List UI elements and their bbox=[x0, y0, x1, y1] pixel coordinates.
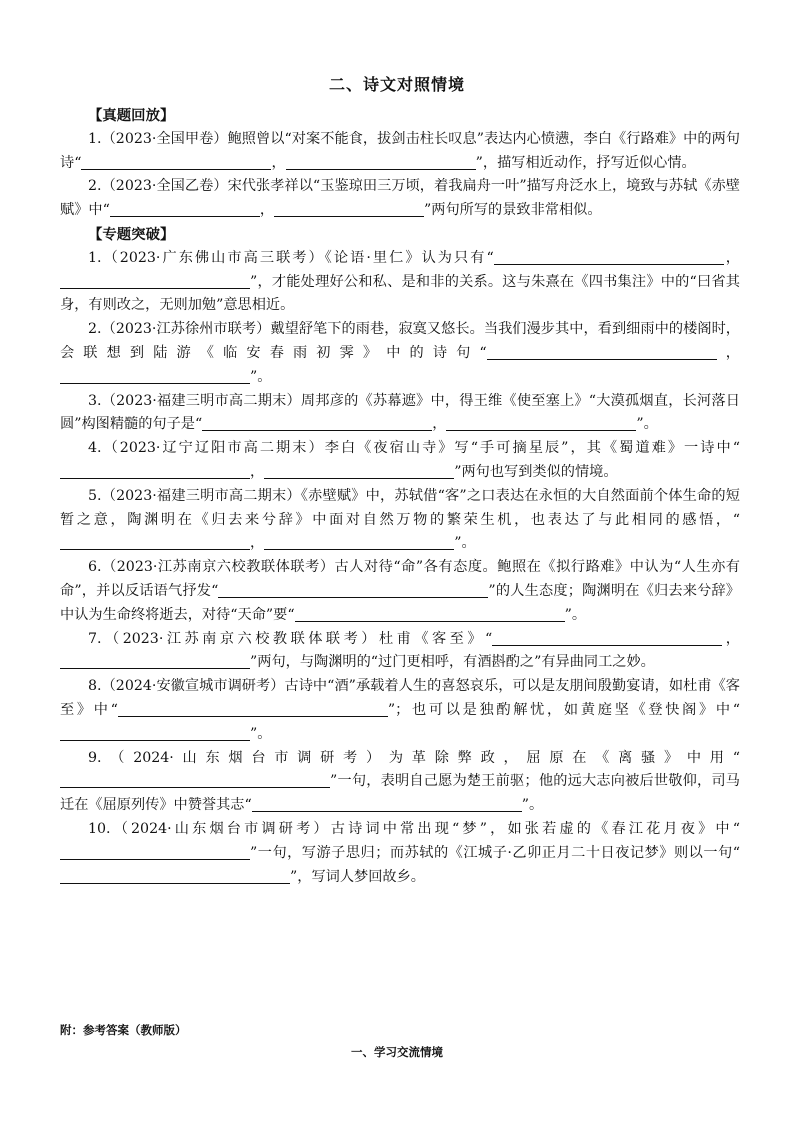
answer-key-label: 附：参考答案（教师版） bbox=[60, 1023, 187, 1037]
question-zhuanti-9: 9.（2024·山东烟台市调研考）为革除弊政，屈原在《离骚》中用“”一句，表明自己愿为楚王前驱；他的远大志向被后世敬仰，司马迁在《屈原列传》中赞誉其志“ ”。 bbox=[60, 749, 740, 814]
question-zhuanti-5: 5.（2023·福建三明市高二期末）《赤壁赋》中，苏轼借“客”之口表达在永恒的大自然面前个体生命的短暂之意，陶渊明在《归去来兮辞》中面对自然万物的繁荣生机，也表达了与此相同的感悟，“， ”。 bbox=[60, 487, 740, 552]
answer-blank[interactable] bbox=[81, 154, 271, 170]
answer-blank[interactable] bbox=[60, 368, 250, 384]
answer-blank[interactable] bbox=[494, 249, 724, 265]
question-zhuanti-2: 2.（2023·江苏徐州市联考）戴望舒笔下的雨巷，寂寞又悠长。当我们漫步其中，看到细雨中的楼阁时，会联想到陆游《临安春雨初霁》中的诗句“ ，”。 bbox=[60, 321, 740, 385]
answer-blank[interactable] bbox=[446, 415, 636, 431]
question-zhenti-1: 1.（2023·全国甲卷）鲍照曾以“对案不能食，拔剑击柱长叹息”表达内心愤懑，李白《行路难》中的两句诗“ ， ”，描写相近动作，抒写近似心情。 bbox=[60, 130, 740, 171]
answer-blank[interactable] bbox=[252, 796, 522, 812]
answer-blank[interactable] bbox=[202, 415, 432, 431]
question-zhuanti-7: 7.（2023·江苏南京六校教联体联考）杜甫《客至》“ ，”两句，与陶渊明的“过门更相呼，有酒斟酌之”有异曲同工之妙。 bbox=[60, 628, 740, 676]
answer-blank[interactable] bbox=[60, 844, 250, 860]
section-heading-zhuanti: 【专题突破】 bbox=[88, 225, 175, 243]
page-title: 二、诗文对照情境 bbox=[328, 75, 465, 94]
answer-blank[interactable] bbox=[218, 582, 488, 598]
answer-blank[interactable] bbox=[274, 201, 424, 217]
question-zhuanti-3: 3.（2023·福建三明市高二期末）周邦彦的《苏幕遮》中，得王维《使至塞上》“大漠孤烟直，长河落日圆”构图精髓的句子是“ ， ”。 bbox=[60, 392, 740, 433]
answer-blank[interactable] bbox=[286, 154, 476, 170]
answer-blank[interactable] bbox=[264, 463, 454, 479]
answer-blank[interactable] bbox=[118, 701, 388, 717]
question-zhuanti-1: 1.（2023·广东佛山市高三联考）《论语·里仁》认为只有“ ，”，才能处理好公和私、是和非的关系。这与朱熹在《四书集注》中的“曰省其身，有则改之，无则加勉”意思相近。 bbox=[60, 249, 740, 314]
exercise-content bbox=[60, 104, 740, 889]
answer-blank[interactable] bbox=[60, 725, 250, 741]
question-zhuanti-10: 10.（2024·山东烟台市调研考）古诗词中常出现“梦”，如张若虚的《春江花月夜》中“”一句，写游子思归；而苏轼的《江城子·乙卯正月二十日夜记梦》则以一句“”，写词人梦回故乡。 bbox=[60, 818, 740, 889]
answer-blank[interactable] bbox=[60, 772, 330, 788]
question-zhuanti-8: 8.（2024·安徽宣城市调研考）古诗中“酒”承载着人生的喜怒哀乐，可以是友朋间殷勤宴请，如杜甫《客至》中“ ”；也可以是独酌解忧，如黄庭坚《登快阁》中“”。 bbox=[60, 678, 740, 742]
next-section-title: 一、学习交流情境 bbox=[351, 1045, 443, 1059]
answer-blank[interactable] bbox=[487, 344, 717, 360]
answer-blank[interactable] bbox=[492, 630, 722, 646]
answer-blank[interactable] bbox=[60, 868, 290, 884]
answer-blank[interactable] bbox=[295, 606, 565, 622]
question-zhuanti-6: 6.（2023·江苏南京六校教联体联考）古人对待“命”各有态度。鲍照在《拟行路难》中认为“人生亦有命”，并以反话语气抒发“ ”的人生态度；陶渊明在《归去来兮辞》中认为生命终将逝去，对待“天命”要“ ”。 bbox=[60, 559, 740, 623]
answer-blank[interactable] bbox=[60, 653, 250, 669]
question-zhuanti-4: 4.（2023·辽宁辽阳市高二期末）李白《夜宿山寺》写“手可摘星辰”，其《蜀道难》一诗中“， ”两句也写到类似的情境。 bbox=[60, 437, 740, 485]
answer-blank[interactable] bbox=[60, 273, 250, 289]
answer-blank[interactable] bbox=[60, 534, 250, 550]
answer-blank[interactable] bbox=[110, 201, 260, 217]
section-heading-zhenti: 【真题回放】 bbox=[88, 107, 175, 124]
answer-blank[interactable] bbox=[60, 463, 250, 479]
question-zhenti-2: 2.（2023·全国乙卷）宋代张孝祥以“玉鉴琼田三万顷，着我扁舟一叶”描写舟泛水上，境致与苏轼《赤壁赋》中“ ， ”两句所写的景致非常相似。 bbox=[60, 178, 740, 219]
answer-blank[interactable] bbox=[264, 534, 454, 550]
